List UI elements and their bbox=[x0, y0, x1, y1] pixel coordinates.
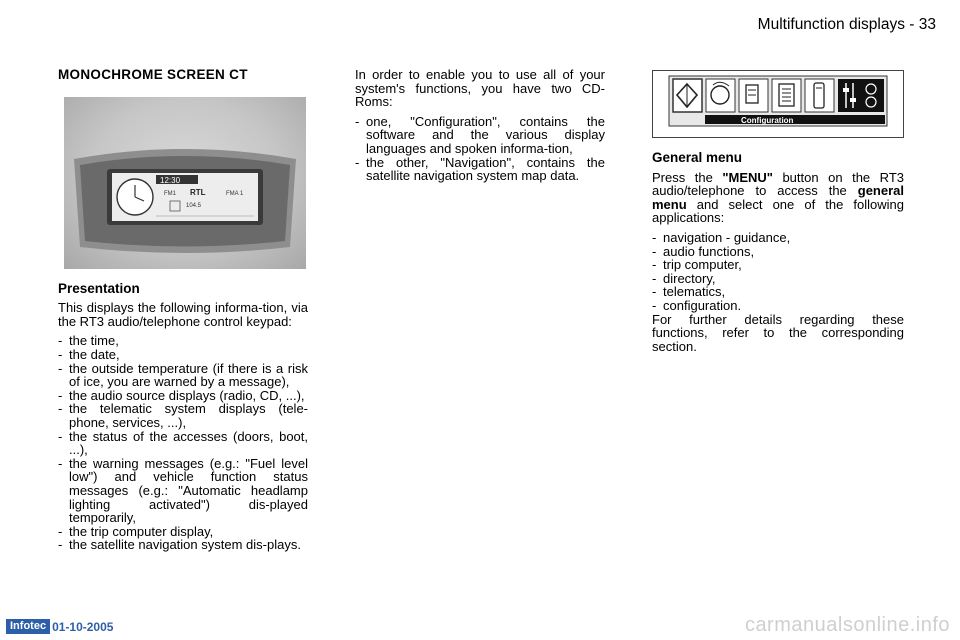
directory-icon bbox=[772, 79, 801, 112]
applications-list bbox=[652, 231, 904, 313]
general-menu-heading: General menu bbox=[652, 150, 743, 165]
list-item: - one, "Configuration", contains the software and the various display languages and spoken informa-tion, bbox=[355, 115, 605, 156]
list-item: - the satellite navigation system dis-plays. bbox=[58, 538, 308, 552]
list-item: - the telematic system displays (tele-phone, services, ...), bbox=[58, 402, 308, 429]
general-menu-illustration bbox=[653, 71, 903, 137]
infotec-logo: Infotec bbox=[6, 619, 50, 634]
configuration-screen-label: Configuration bbox=[741, 116, 794, 125]
presentation-list bbox=[58, 334, 308, 552]
column-2 bbox=[355, 68, 605, 183]
screen-time: 12:30 bbox=[160, 175, 181, 185]
text-run: and select one of the following applications: bbox=[652, 196, 904, 226]
text-run: button on the RT3 audio/telephone to access the bbox=[652, 169, 904, 199]
list-item: - the date, bbox=[58, 348, 308, 362]
footer-date: 01-10-2005 bbox=[52, 619, 114, 634]
list-item: - the audio source displays (radio, CD, ...), bbox=[58, 389, 308, 403]
watermark: carmanualsonline.info bbox=[744, 614, 950, 636]
navigation-icon bbox=[673, 79, 702, 112]
dashboard-photo bbox=[64, 97, 306, 269]
screen-right-label: FMA 1 bbox=[226, 190, 244, 197]
trip-computer-icon bbox=[739, 79, 768, 112]
list-item: - the status of the accesses (doors, boot, ...), bbox=[58, 430, 308, 457]
list-item: - the time, bbox=[58, 334, 308, 348]
general-menu-term: general menu bbox=[652, 183, 904, 212]
dashboard-screen-illustration bbox=[64, 97, 306, 269]
general-menu-intro bbox=[652, 171, 904, 225]
list-item: - trip computer, bbox=[652, 258, 904, 272]
list-item: - the warning messages (e.g.: "Fuel level low") and vehicle function status messages (e.g.: "Automatic headlamp lighting activated") dis-played temporarily, bbox=[58, 457, 308, 525]
list-item: - the trip computer display, bbox=[58, 525, 308, 539]
list-item: - navigation - guidance, bbox=[652, 231, 904, 245]
column-3 bbox=[652, 68, 904, 353]
list-item: - audio functions, bbox=[652, 245, 904, 259]
list-item: - directory, bbox=[652, 272, 904, 286]
screen-station: RTL bbox=[190, 187, 206, 197]
list-item: - telematics, bbox=[652, 285, 904, 299]
column-1 bbox=[58, 68, 308, 552]
further-details: For further details regarding these functions, refer to the corresponding section. bbox=[652, 311, 904, 354]
configuration-icon bbox=[838, 79, 884, 112]
list-item: - configuration. bbox=[652, 299, 904, 313]
cdrom-intro: In order to enable you to use all of your system's functions, you have two CD-Roms: bbox=[355, 67, 605, 110]
footer bbox=[6, 619, 113, 634]
list-item: - the outside temperature (if there is a risk of ice, you are warned by a message), bbox=[58, 362, 308, 389]
screen-left-label: FM1 bbox=[164, 190, 176, 197]
audio-icon bbox=[706, 79, 735, 112]
list-item: - the other, "Navigation", contains the satellite navigation system map data. bbox=[355, 156, 605, 183]
presentation-intro: This displays the following informa-tion, via the RT3 audio/telephone control keypad: bbox=[58, 300, 308, 329]
cdrom-list bbox=[355, 115, 605, 183]
presentation-heading: Presentation bbox=[58, 280, 140, 296]
screen-frequency: 104.5 bbox=[186, 202, 202, 209]
page-title: Multifunction displays - 33 bbox=[757, 16, 936, 33]
general-menu-screen bbox=[652, 70, 904, 138]
text-run: Press the bbox=[652, 169, 723, 185]
menu-key-label: "MENU" bbox=[722, 169, 773, 185]
telematics-phone-icon bbox=[805, 79, 834, 112]
section-title-monochrome: MONOCHROME SCREEN CT bbox=[58, 67, 248, 82]
